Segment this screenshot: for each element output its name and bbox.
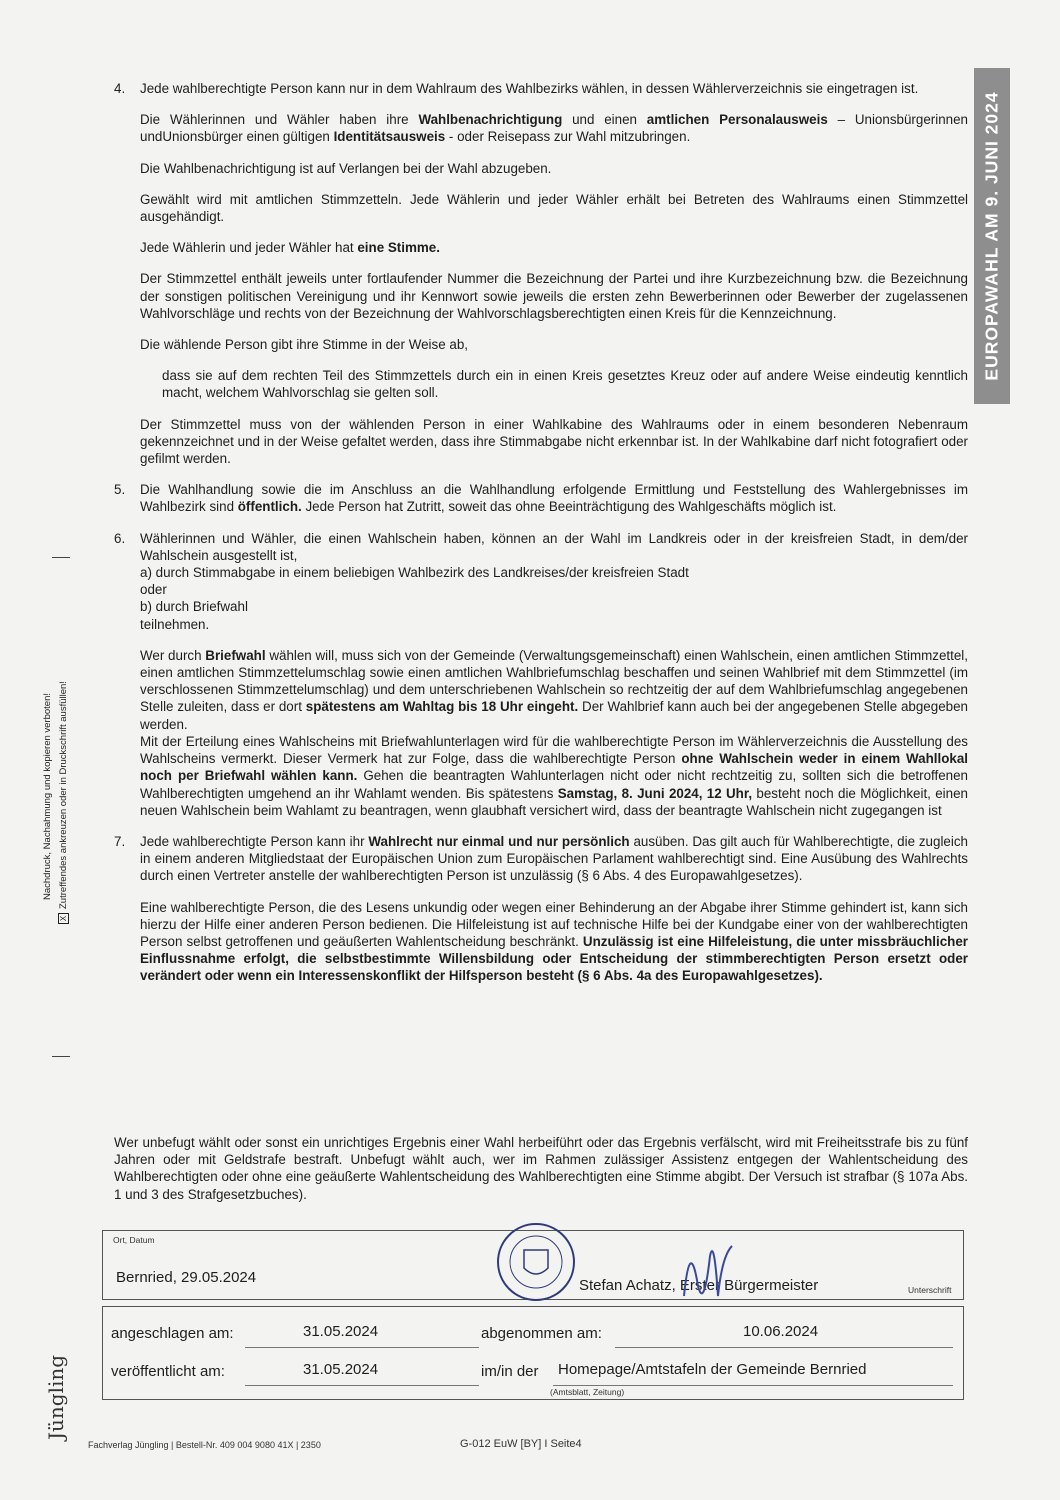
publisher-logo: Jüngling xyxy=(44,1354,68,1440)
publisher-info: Fachverlag Jüngling | Bestell-Nr. 409 004 9080 41X | 2350 xyxy=(88,1440,321,1450)
paragraph: Wer durch Briefwahl wählen will, muss sich von der Gemeinde (Verwaltungsgemeinschaft) einen Wahlschein, einen amtlichen Stimmzettel, einen amtlichen Stimmzettelumschlag sowie einen amtlichen Wahlbriefumschlag beschaffen und seinen Wahlbrief mit dem Stimmzettel (im verschlossenen Stimmzettelumschlag) und dem unterschriebenen Wahlschein so rechtzeitig der auf dem Wahlbriefumschlag angegebenen Stelle zuleiten, dass er dort spätestens am Wahltag bis 18 Uhr eingeht. Der Wahlbrief kann auch bei der angegebenen Stelle abgegeben werden. Mit der Erteilung eines Wahlscheins mit Briefwahlunterlagen wird für die wahlberechtigte Person im Wählerverzeichnis die Ausstellung des Wahlscheins vermerkt. Dieser Vermerk hat zur Folge, dass die wahlberechtigte Person ohne Wahlschein weder in einem Wahllokal noch per Briefwahl wählen kann. Gehen die beantragten Wahlunterlagen nicht oder nicht rechtzeitig zu, sollten sich die betroffenen Wahlberechtigten umgehend an ihr Wahlamt wenden. Bis spätestens Samstag, 8. Juni 2024, 12 Uhr, besteht noch die Möglichkeit, einen neuen Wahlschein beim Wahlamt zu beantragen, wenn glaubhaft versichert wird, dass der beantragte Wahlschein nicht zugegangen ist xyxy=(140,647,969,818)
ort-datum-value: Bernried, 29.05.2024 xyxy=(116,1269,257,1286)
handwritten-signature-icon xyxy=(670,1226,740,1316)
checkbox-checked-icon: X xyxy=(58,913,69,924)
section-number: 5. xyxy=(114,482,126,498)
paragraph: Die Wahlhandlung sowie die im Anschluss an die Wahlhandlung erfolgende Ermittlung und Feststellung des Wahlergebnisses im Wahlbezirk sind öffentlich. Jede Person hat Zutritt, soweit das ohne Beeinträchtigung des Wahlgeschäfts möglich ist. xyxy=(140,482,968,515)
form-number: G-012 EuW [BY] I Seite4 xyxy=(460,1438,582,1450)
list-item: teilnehmen. xyxy=(140,616,210,632)
paragraph-indented: dass sie auf dem rechten Teil des Stimmzettels durch ein in einen Kreis gesetztes Kreuz oder auf andere Weise eindeutig kenntlich macht, welchem Wahlvorschlag sie gelten soll. xyxy=(162,368,968,401)
paragraph: Jede Wählerin und jeder Wähler hat eine Stimme. xyxy=(140,240,440,256)
list-item: b) durch Briefwahl xyxy=(140,599,248,615)
im-in-der-label: im/in der xyxy=(481,1363,539,1380)
section-number: 7. xyxy=(114,833,126,849)
section-6 xyxy=(114,530,968,819)
section-5 xyxy=(114,481,968,515)
instruction-note: X Zutreffendes ankreuzen oder in Druckschrift ausfüllen! xyxy=(58,681,69,924)
im-in-der-value: Homepage/Amtstafeln der Gemeinde Bernried xyxy=(558,1361,867,1378)
section-number: 6. xyxy=(114,530,126,546)
paragraph: Die Wahlbenachrichtigung ist auf Verlangen bei der Wahl abzugeben. xyxy=(140,160,552,176)
angeschlagen-value: 31.05.2024 xyxy=(303,1323,379,1340)
signature-label: Unterschrift xyxy=(908,1285,952,1295)
margin-tick xyxy=(52,1056,70,1057)
posting-box xyxy=(102,1306,964,1400)
veroeffentlicht-value: 31.05.2024 xyxy=(303,1361,379,1378)
official-seal-icon xyxy=(484,1218,588,1304)
paragraph: Die Wählerinnen und Wähler haben ihre Wahlbenachrichtigung und einen amtlichen Personalausweis – Unionsbürgerinnen undUnionsbürger einen gültigen Identitätsausweis - oder Reisepass zur Wahl mitzubringen. xyxy=(140,112,968,145)
paragraph: Eine wahlberechtigte Person, die des Lesens unkundig oder wegen einer Behinderung an der Abgabe ihrer Stimme gehindert ist, kann sich hierzu der Hilfe einer anderen Person bedienen. Die Hilfeleistung ist auf technische Hilfe bei der Kundgabe einer von der wahlberechtigten Person selbst getroffenen und geäußerten Wahlentscheidung beschränkt. Unzulässig ist eine Hilfeleistung, die unter missbräuchlicher Einflussnahme erfolgt, die selbstbestimmte Willensbildung oder Entscheidung der stimmberechtigten Person ersetzt oder verändert oder wenn ein Interessenskonflikt der Hilfsperson besteht (§ 6 Abs. 4a des Europawahlgesetzes). xyxy=(140,899,969,984)
side-banner xyxy=(974,68,1010,404)
paragraph: Gewählt wird mit amtlichen Stimmzetteln. Jede Wählerin und jeder Wähler erhält bei Betreten des Wahlraums einen Stimmzettel ausgehändigt. xyxy=(140,191,968,225)
paragraph: Der Stimmzettel enthält jeweils unter fortlaufender Nummer die Bezeichnung der Partei und ihre Kurzbezeichnung bzw. die Bezeichnung der sonstigen politischen Vereinigung und ihr Kennwort sowie jeweils die ersten zehn Bewerberinnen oder Bewerber der zugelassenen Wahlvorschläge und rechts von der Bezeichnung der Wahlvorschlagsberechtigten einen Kreis für die Kennzeichnung. xyxy=(140,271,968,321)
abgenommen-label: abgenommen am: xyxy=(481,1325,602,1342)
list-item: a) durch Stimmabgabe in einem beliebigen Wahlbezirk des Landkreises/der kreisfreien Stadt xyxy=(140,565,689,581)
section-4 xyxy=(114,80,968,467)
signer-name: Stefan Achatz, Erster Bürgermeister xyxy=(579,1277,819,1294)
veroeffentlicht-label: veröffentlicht am: xyxy=(111,1363,225,1380)
abgenommen-value: 10.06.2024 xyxy=(743,1323,819,1340)
document-body xyxy=(114,80,968,999)
side-banner-text: EUROPAWAHL AM 9. JUNI 2024 xyxy=(981,91,1002,381)
angeschlagen-label: angeschlagen am: xyxy=(111,1325,234,1342)
copyright-note: Nachdruck, Nachahmung und kopieren verboten! xyxy=(42,692,53,900)
ort-datum-label: Ort, Datum xyxy=(113,1235,155,1245)
paragraph: Der Stimmzettel muss von der wählenden Person in einer Wahlkabine des Wahlraums oder in einem besonderen Nebenraum gekennzeichnet und in der Weise gefaltet werden, dass ihre Stimmabgabe nicht erkennbar ist. In der Wahlkabine darf nicht fotografiert oder gefilmt werden. xyxy=(140,416,968,467)
paragraph: Jede wahlberechtigte Person kann ihr Wahlrecht nur einmal und nur persönlich ausüben. Das gilt auch für Wahlberechtigte, die zugleich in einem anderen Mitgliedstaat der Europäischen Union zum Europäischen Parlament wahlberechtigt sind. Eine Ausübung des Wahlrechts durch einen Vertreter anstelle der wahlberechtigten Person ist unzulässig (§ 6 Abs. 4 des Europawahlgesetzes). xyxy=(140,833,968,884)
closing-paragraph: Wer unbefugt wählt oder sonst ein unrichtiges Ergebnis einer Wahl herbeiführt oder das Ergebnis verfälscht, wird mit Freiheitsstrafe bis zu fünf Jahren oder mit Geldstrafe bestraft. Unbefugt wählt auch, wer im Rahmen zulässiger Assistenz entgegen der Wahlentscheidung des Wahlberechtigten oder ohne eine geäußerte Wahlentscheidung des Wahlberechtigten eine Stimme abgibt. Der Versuch ist strafbar (§ 107a Abs. 1 und 3 des Strafgesetzbuches). xyxy=(114,1135,968,1202)
paragraph: Wählerinnen und Wähler, die einen Wahlschein haben, können an der Wahl im Landkreis oder in der kreisfreien Stadt, in dem/der Wahlschein ausgestellt ist, xyxy=(140,530,968,563)
section-7 xyxy=(114,833,968,985)
margin-tick xyxy=(52,557,70,558)
paragraph: Jede wahlberechtigte Person kann nur in dem Wahlraum des Wahlbezirks wählen, in dessen Wählerverzeichnis sie eingetragen ist. xyxy=(140,81,919,96)
section-number: 4. xyxy=(114,81,126,96)
paragraph: Die wählende Person gibt ihre Stimme in der Weise ab, xyxy=(140,337,468,353)
im-in-der-hint: (Amtsblatt, Zeitung) xyxy=(550,1387,625,1397)
list-item: oder xyxy=(140,582,167,598)
